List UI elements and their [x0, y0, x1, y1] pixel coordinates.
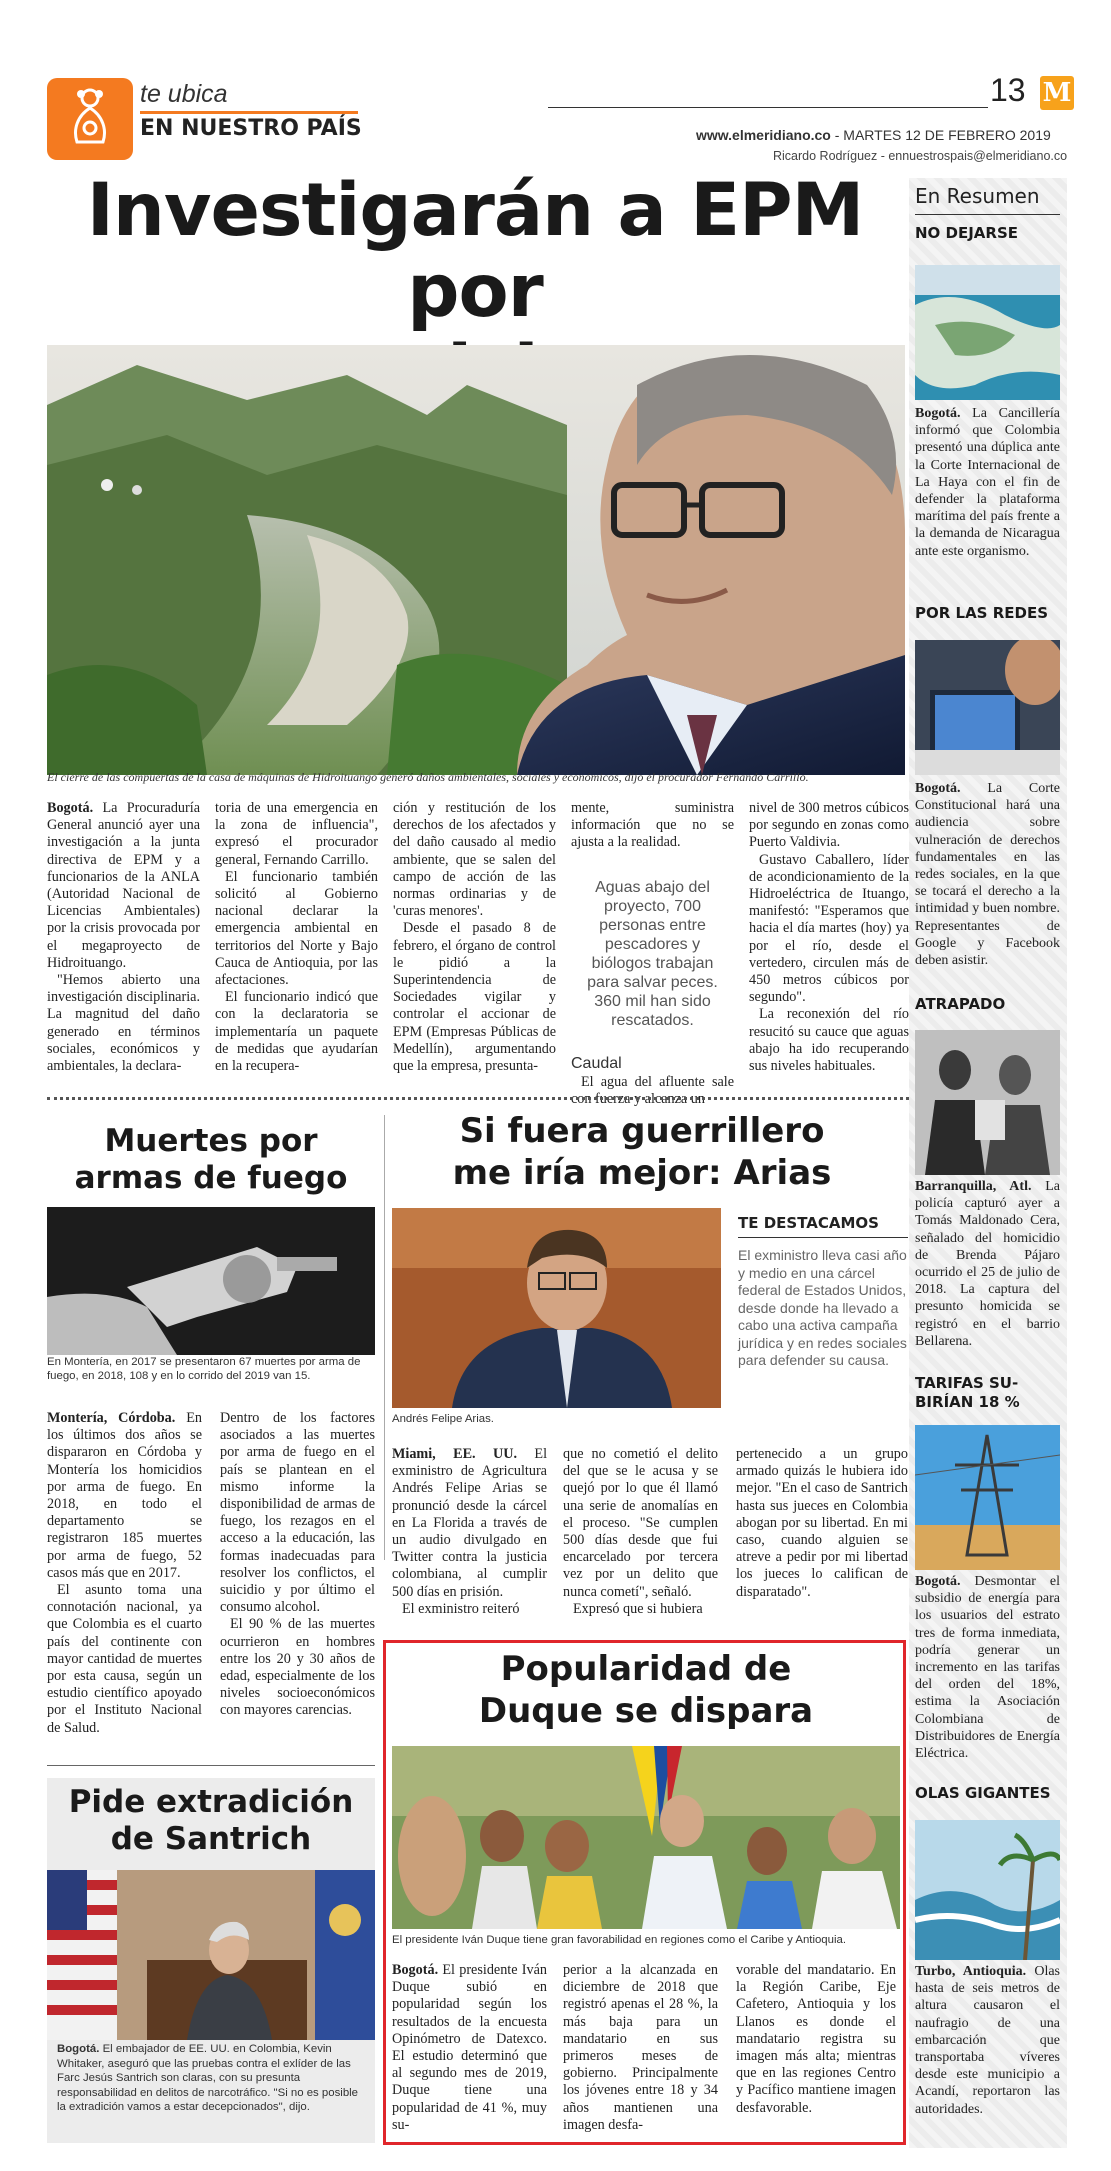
- main-col1-p1: La Procuraduría General anunció ayer una investigación a la junta directiva de EPM y a funcionarios de la ANLA (Autoridad Nacional de Licencias Ambientales) por la crisis provocada por el megaproyecto de Hidroituango.: [47, 800, 200, 971]
- duque-col-1: [392, 1962, 547, 2134]
- muertes-col1-p2: El asunto toma una connotación nacional, ya que Colombia es el cuarto país del continente con mayor cantidad de muertes por esta causa, según un estudio científico apoyado por el Instituto Nacional de Salud.: [47, 1582, 202, 1736]
- main-col-4: [571, 800, 734, 1108]
- sidebar-item-title-4: OLAS GIGANTES: [915, 1784, 1051, 1802]
- sidebar-city-0: Bogotá.: [915, 406, 961, 421]
- section-divider: [47, 1097, 909, 1100]
- arias-col1-p1: El exministro de Agricultura Andrés Felipe Arias se pronunció desde la cárcel en La Florida a través de un audio divulgado en Twitter contra la justicia colombiana, al cumplir 500 días en prisión.: [392, 1446, 548, 1600]
- main-col2-p2: El funcionario también solicitó al Gobierno nacional declarar la emergencia ambiental en territorios del Norte y Bajo Cauca de Antioquia, por las afectaciones.: [215, 868, 378, 989]
- santrich-headline: [47, 1784, 375, 1858]
- duque-headline: [392, 1648, 900, 1732]
- sidebar-item-title-0: NO DEJARSE: [915, 224, 1019, 242]
- subhead-caudal: Caudal: [571, 1054, 622, 1072]
- duque-col1-text: El presidente Iván Duque subió en popularidad según los resultados de la encuesta Opinómetro de Datexco. El estudio determinó que al segundo mes de 2019, Duque tiene una popularidad de 41 %, muy su-: [392, 1962, 548, 2133]
- duque-col3-text: vorable del mandatario. En la Región Caribe, Eje Cafetero, Antioquia y los Llanos es donde el mandatario registra su imagen más alta; mientras que en las regiones Centro y Pacífico mantiene imagen desfavorable.: [736, 1962, 896, 2116]
- santrich-city: Bogotá.: [57, 2043, 100, 2055]
- arias-col2-p2: Expresó que si hubiera: [573, 1600, 703, 1617]
- muertes-photo: [47, 1207, 375, 1355]
- arias-col-3: [736, 1446, 908, 1601]
- sidebar-city-4: Turbo, Antioquia.: [915, 1964, 1027, 1979]
- sidebar-body-0: La Cancillería informó que Colombia presentó una dúplica ante la Corte Internacional de La Haya con el fin de defender la plataforma marítima del país frente a la demanda de Nicaragua ante este organismo.: [915, 406, 1060, 559]
- duque-headline-line-2: Duque se dispara: [478, 1691, 814, 1731]
- arias-headline-line-1: Si fuera guerrillero: [459, 1111, 825, 1151]
- section-title: EN NUESTRO PAÍS: [140, 116, 362, 141]
- main-col-5: [749, 800, 909, 1075]
- arias-headline: [392, 1110, 892, 1194]
- santrich-headline-line-2: de Santrich: [110, 1821, 312, 1857]
- duque-col-3: [736, 1962, 896, 2117]
- sidebar-photo-3: [915, 1425, 1060, 1570]
- arias-col-1: [392, 1446, 547, 1618]
- sidebar-text-2: [915, 1178, 1060, 1350]
- main-col-2: [215, 800, 378, 1075]
- main-col1-p2: "Hemos abierto una investigación disciplinaria. La magnitud del daño generado en términos sociales, económicos y ambientales, la declara-: [47, 972, 200, 1075]
- muertes-col2-p2: El 90 % de las muertes ocurrieron en hombres entre los 20 y 30 años de edad, especialmente de los niveles socioeconómicos con mayores carencias.: [220, 1616, 375, 1719]
- main-city: Bogotá.: [47, 800, 94, 816]
- arias-caption: Andrés Felipe Arias.: [392, 1413, 494, 1425]
- muertes-headline-line-2: armas de fuego: [74, 1160, 348, 1196]
- sidebar-item-title-1: POR LAS REDES: [915, 604, 1049, 622]
- main-col2-p1: toria de una emergencia en la zona de influencia", expresó el procurador general, Fernando Carrillo.: [215, 800, 378, 868]
- sidebar-text-4: [915, 1963, 1060, 2118]
- sidebar-item-title-3: TARIFAS SU-BIRÍAN 18 %: [915, 1374, 1020, 1411]
- main-col2-p3: El funcionario indicó que con la declaratoria se implementaría un paquete de medidas que ayudarían en la recupera-: [215, 989, 378, 1075]
- sidebar-title-rule: [915, 214, 1060, 215]
- sidebar-city-1: Bogotá.: [915, 781, 961, 796]
- muertes-col1-p1: En los últimos dos años se dispararon en Córdoba y Montería los homicidios por arma de fuego. En 2018, en todo el departamento se registraron 185 muertes por arma de fuego, 52 casos más que en 2017.: [47, 1410, 202, 1581]
- muertes-caption: En Montería, en 2017 se presentaron 67 muertes por arma de fuego, en 2018, 108 y en lo corrido del 2019 van 15.: [47, 1356, 361, 1382]
- destacamos-title: TE DESTACAMOS: [738, 1214, 879, 1232]
- muertes-col-2: [220, 1410, 375, 1720]
- muertes-bottom-rule: [47, 1765, 375, 1766]
- duque-caption: El presidente Iván Duque tiene gran favorabilidad en regiones como el Caribe y Antioquia.: [392, 1934, 847, 1946]
- arias-headline-line-2: me iría mejor: Arias: [452, 1153, 832, 1193]
- main-col3-p1: ción y restitución de los derechos de los afectados y del daño causado al medio ambiente, que se salen del campo de acción de las normas ordinarias y de 'curas menores'.: [393, 800, 556, 920]
- muertes-headline: [47, 1123, 375, 1197]
- byline: Ricardo Rodríguez - ennuestrospais@elmeridiano.co: [773, 149, 1068, 163]
- brand-logo: [1040, 76, 1074, 110]
- duque-photo: [392, 1746, 900, 1929]
- section-rule: [140, 111, 358, 114]
- sidebar-photo-1: [915, 640, 1060, 775]
- website-link[interactable]: www.elmeridiano.co: [696, 127, 831, 143]
- sidebar-text-1: [915, 780, 1060, 969]
- arias-col-2: [563, 1446, 718, 1618]
- date: - MARTES 12 DE FEBRERO 2019: [830, 127, 1051, 143]
- santrich-photo: [47, 1870, 375, 2040]
- sidebar-body-1: La Corte Constitucional hará una audiencia sobre vulneración de derechos fundamentales en las redes sociales, en la que se tocará el derecho a la intimidad y buen nombre. Representantes de Google y Facebook deben asistir.: [915, 781, 1060, 969]
- sidebar-photo-4: [915, 1820, 1060, 1960]
- sidebar-text-3: [915, 1573, 1060, 1762]
- main-col-1: [47, 800, 200, 1075]
- main-col5-p1: nivel de 300 metros cúbicos por segundo en zonas como Puerto Valdivia.: [749, 800, 909, 851]
- santrich-caption-text: El embajador de EE. UU. en Colombia, Kevin Whitaker, aseguró que las pruebas contra el exlíder de las Farc Jesús Santrich son claras, con su presunta responsabilidad en delitos de narcotráfico. "Si no es posible la extradición vamos a estar decepcionados", dijo.: [57, 2043, 359, 2113]
- santrich-caption: [57, 2042, 369, 2115]
- sidebar-city-3: Bogotá.: [915, 1574, 961, 1589]
- duque-col-2: [563, 1962, 718, 2134]
- duque-col2-text: perior a la alcanzada en diciembre de 2018 que registró apenas el 28 %, la más baja para un mandatario en sus primeros meses de gobierno. Principalmente los jóvenes entre 18 y 34 años mantienen una imagen desfa-: [563, 1962, 718, 2133]
- muertes-col-1: [47, 1410, 202, 1737]
- main-photo-caption: El cierre de las compuertas de la casa de máquinas de Hidroituango generó daños ambientales, sociales y económicos, dijo el procurador Fernando Carrillo.: [47, 770, 809, 784]
- muertes-col2-p1: Dentro de los factores asociados a las muertes por arma de fuego en el país se plantean en el mismo informe la disponibilidad de armas de fuego, los rezagos en el acceso a la educación, las formas inadecuadas para resolver los conflictos, el suicidio y por último el consumo alcohol.: [220, 1410, 375, 1616]
- santrich-headline-line-1: Pide extradición: [68, 1784, 354, 1820]
- sidebar-city-2: Barranquilla, Atl.: [915, 1179, 1032, 1194]
- section-kicker: te ubica: [140, 80, 228, 108]
- pull-quote: Aguas abajo del proyecto, 700 personas entre pescadores y biólogos trabajan para salvar peces. 360 mil han sido rescatados.: [587, 878, 718, 1029]
- arias-city: Miami, EE. UU.: [392, 1446, 518, 1462]
- main-col4-bottom: El agua del afluente sale con fuerza y alcanza un: [571, 1073, 734, 1107]
- arias-col1-p2: El exministro reiteró: [402, 1600, 520, 1617]
- sidebar-body-4: Olas hasta de seis metros de altura causaron el naufragio de una embarcación que transportaba víveres desde este municipio a Acandí, reportaron las autoridades.: [915, 1964, 1060, 2117]
- sidebar-photo-0: [915, 265, 1060, 400]
- duque-city: Bogotá.: [392, 1962, 439, 1978]
- destacamos-rule: [738, 1237, 908, 1238]
- muertes-city: Montería, Córdoba.: [47, 1410, 176, 1426]
- section-logo: [47, 78, 133, 160]
- sidebar-text-0: [915, 405, 1060, 560]
- main-col4-top: mente, suministra información que no se ajusta a la realidad.: [571, 800, 734, 851]
- duque-headline-line-1: Popularidad de: [500, 1649, 792, 1689]
- main-headline-line-1: Investigarán a EPM por: [86, 168, 864, 334]
- arias-col2-p1: que no cometió el delito del que se le acusa y se quejó por lo que él llamó una serie de anomalías en el proceso. "Se cumplen 500 días desde que fui encarcelado por tercera vez por un delito que nunca cometí", señaló.: [563, 1446, 718, 1600]
- main-col3-p2: Desde el pasado 8 de febrero, el órgano de control le pidió a la Superintendencia de Sociedades vigilar y controlar el accionar de EPM (Empresas Públicas de Medellín), argumentando que la empresa, presunta-: [393, 920, 556, 1075]
- main-col5-p2: Gustavo Caballero, líder de acondicionamiento de la Hidroeléctrica de Ituango, manifestó: "Esperamos que hacia el día martes (hoy) ya por el río, desde el vertedero, circulen más de 450 metros cúbicos por segundo".: [749, 851, 909, 1006]
- sidebar-photo-2: [915, 1030, 1060, 1175]
- destacamos-text: El exministro lleva casi año y medio en una cárcel federal de Estados Unidos, desde donde ha llevado a cabo una activa campaña jurídica y en redes sociales para defender su causa.: [738, 1247, 907, 1368]
- main-photo: [47, 345, 905, 775]
- header-rule: [548, 107, 988, 108]
- arias-col3-p1: pertenecido a un grupo armado quizás le hubiera ido mejor. "En el caso de Santrich hasta sus jueces en Colombia abogan por su libertad. En mi caso, cuando alguien se atreve a pedir por mi libertad los jueces lo califican de disparatado".: [736, 1446, 908, 1600]
- mascot-icon: [47, 78, 133, 160]
- sidebar-item-title-2: ATRAPADO: [915, 995, 1006, 1013]
- muertes-headline-line-1: Muertes por: [104, 1123, 318, 1159]
- page-number: 13: [990, 72, 1026, 108]
- main-col-3: [393, 800, 556, 1075]
- sidebar-body-2: La policía capturó ayer a Tomás Maldonado Cera, señalado del homicidio de Brenda Pájaro ocurrido el 25 de julio de 2018. La captura del presunto homicida se registró en el barrio Bellarena.: [915, 1179, 1061, 1349]
- main-col5-p3: La reconexión del río resucitó su cauce que aguas abajo ha ido recuperando sus niveles habituales.: [749, 1006, 909, 1075]
- dateline: [696, 127, 1051, 143]
- sidebar-body-3: Desmontar el subsidio de energía para los usuarios del estrato tres de forma inmediata, podría generar un incremento en las tarifas del orden del 18%, estima la Asociación Colombiana de Distribuidores de Energía Eléctrica.: [915, 1574, 1060, 1762]
- column-rule: [384, 1115, 385, 1560]
- sidebar-title: En Resumen: [915, 184, 1040, 208]
- arias-photo: [392, 1208, 721, 1408]
- brand-letter: M: [1042, 78, 1072, 108]
